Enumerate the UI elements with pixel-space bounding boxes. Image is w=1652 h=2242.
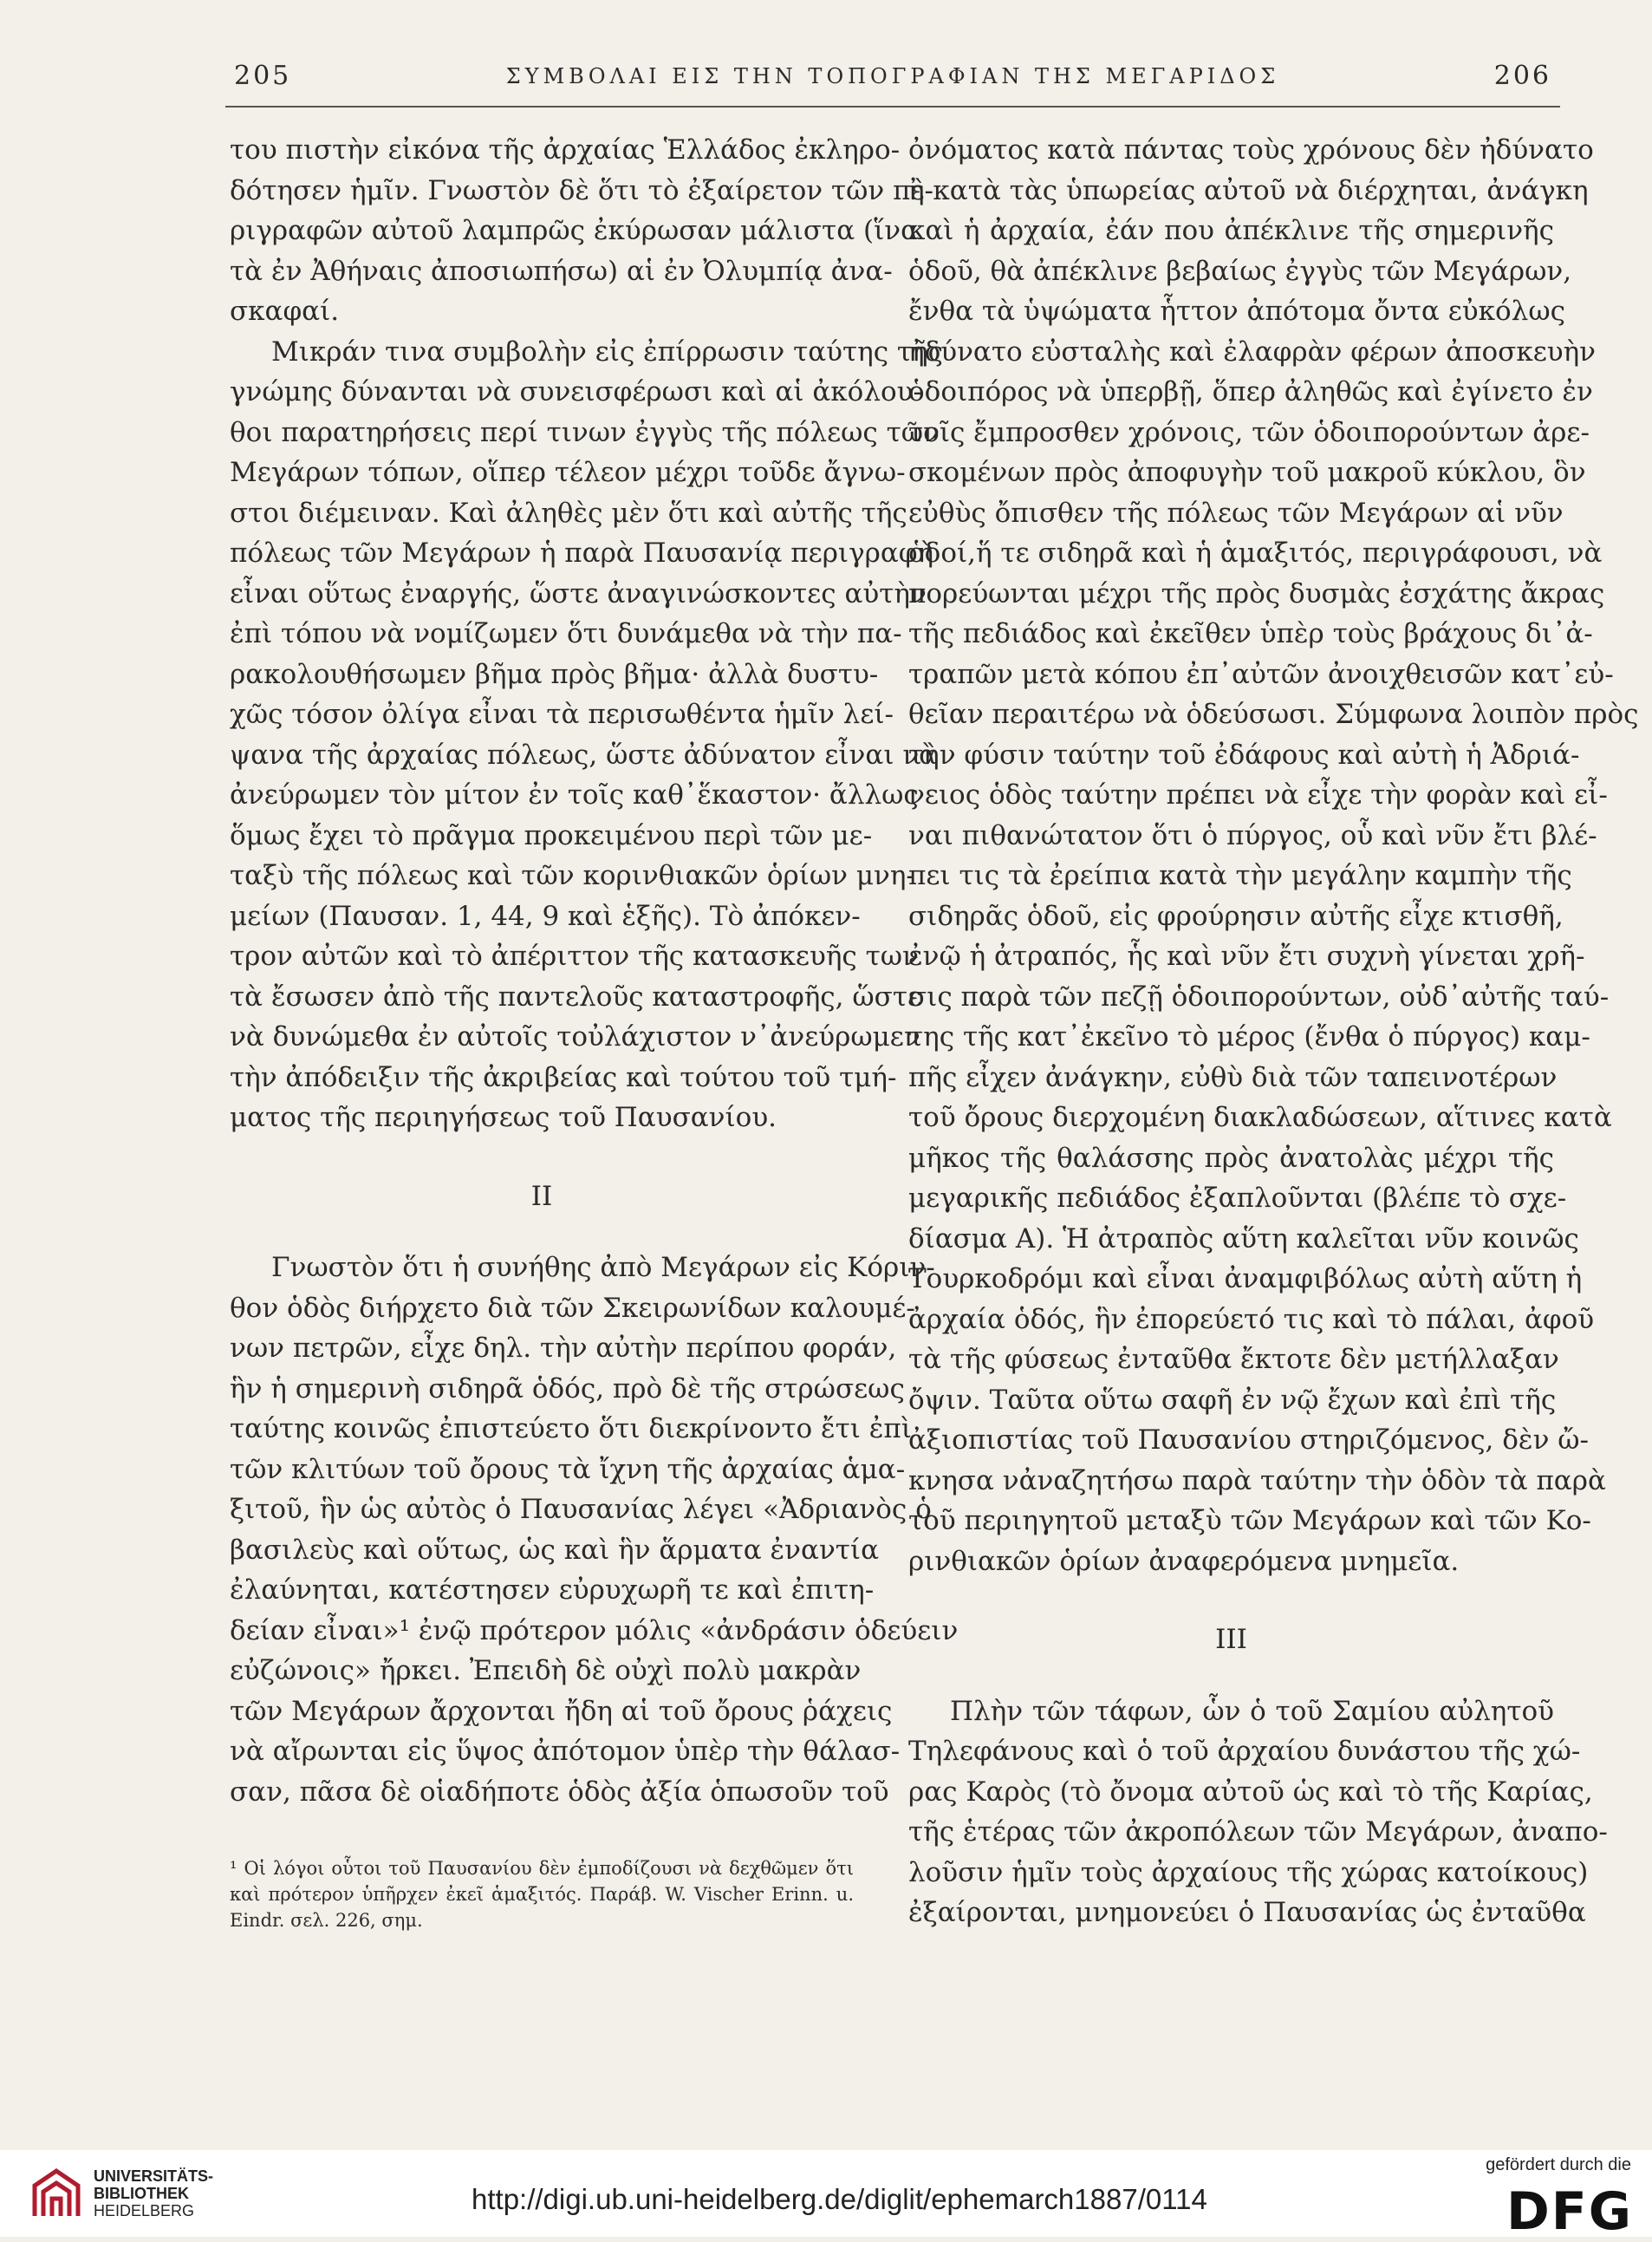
text-line: ὀνόματος κατὰ πάντας τοὺς χρόνους δὲν ἠδύνατο (908, 134, 1594, 166)
text-line: ἣν ἡ σημερινὴ σιδηρᾶ ὁδός, πρὸ δὲ τῆς στρώσεως (230, 1372, 905, 1405)
text-line: μείων (Παυσαν. 1, 44, 9 καὶ ἑξῆς). Τὸ ἀπόκεν- (230, 900, 861, 932)
text-line: θον ὁδὸς διήρχετο διὰ τῶν Σκειρωνίδων καλουμέ- (230, 1292, 915, 1324)
text-line: ἐπὶ τόπου νὰ νομίζωμεν ὅτι δυνάμεθα νὰ τὴν πα- (230, 618, 902, 649)
running-header (234, 61, 1551, 95)
text-line: νων πετρῶν, εἶχε δηλ. τὴν αὐτὴν περίπου φοράν, (230, 1333, 897, 1364)
text-line: ματος τῆς περιηγήσεως τοῦ Παυσανίου. (230, 1102, 777, 1133)
text-line: ἠδύνατο εὐσταλὴς καὶ ἐλαφρὰν φέρων ἀποσκευὴν (908, 336, 1597, 368)
library-name-line-1: UNIVERSITÄTS- (94, 2167, 214, 2185)
running-title: ΣΥΜΒΟΛΑΙ ΕΙΣ ΤΗΝ ΤΟΠΟΓΡΑΦΙΑΝ ΤΗΣ ΜΕΓΑΡΙΔΟΣ (505, 64, 1280, 88)
section-heading-iii: III (1215, 1624, 1247, 1655)
text-line: τοῦ ὄρους διερχομένη διακλαδώσεων, αἵτινες κατὰ (908, 1102, 1612, 1133)
text-line: Μεγάρων τόπων, οἵπερ τέλεον μέχρι τοῦδε ἄγνω- (230, 457, 906, 488)
library-name (94, 2167, 213, 2219)
text-line: τῆς ἑτέρας τῶν ἀκροπόλεων τῶν Μεγάρων, ἀναπο- (908, 1816, 1608, 1848)
text-line: σκαφαί. (230, 296, 340, 327)
text-line: μῆκος τῆς θαλάσσης πρὸς ἀνατολὰς μέχρι τῆς (908, 1142, 1554, 1174)
text-line: ρακολουθήσωμεν βῆμα πρὸς βῆμα· ἀλλὰ δυστυ- (230, 658, 879, 690)
text-line: ριγραφῶν αὐτοῦ λαμπρῶς ἐκύρωσαν μάλιστα (ἵνα (230, 215, 920, 246)
text-line: τὴν φύσιν ταύτην τοῦ ἐδάφους καὶ αὐτὴ ἡ Ἀδριά- (908, 739, 1580, 771)
header-rule (225, 106, 1560, 108)
text-line: εἶναι οὕτως ἐναργής, ὥστε ἀναγινώσκοντες αὐτὴν (230, 577, 927, 609)
text-line: στοι διέμειναν. Καὶ ἀληθὲς μὲν ὅτι καὶ αὐτῆς τῆς (230, 497, 907, 529)
text-line: τῆς πεδιάδος καὶ ἐκεῖθεν ὑπὲρ τοὺς βράχους δι᾽ἀ- (908, 618, 1593, 649)
funding-caption: gefördert durch die (1486, 2155, 1631, 2174)
text-line: τρον αὐτῶν καὶ τὸ ἀπέριττον τῆς κατασκευῆς των (230, 941, 919, 972)
text-line: σκομένων πρὸς ἀποφυγὴν τοῦ μακροῦ κύκλου, ὃν (908, 457, 1586, 488)
text-line: εὐθὺς ὄπισθεν τῆς πόλεως τῶν Μεγάρων αἱ νῦν (908, 497, 1564, 529)
text-line: πόλεως τῶν Μεγάρων ἡ παρὰ Παυσανίᾳ περιγραφὴ (230, 538, 934, 569)
text-line: νειος ὁδὸς ταύτην πρέπει νὰ εἶχε τὴν φορὰν καὶ εἶ- (908, 779, 1608, 811)
text-line: κνησα νἀναζητήσω παρὰ ταύτην τὴν ὁδὸν τὰ παρὰ (908, 1464, 1606, 1496)
text-line: ρινθιακῶν ὁρίων ἀναφερόμενα μνημεῖα. (908, 1545, 1460, 1577)
left-column (230, 130, 959, 1933)
page-number-right: 206 (1493, 61, 1551, 91)
text-line: της τῆς κατ᾽ἐκεῖνο τὸ μέρος (ἔνθα ὁ πύργος) καμ- (908, 1021, 1590, 1053)
text-line: ταύτης κοινῶς ἐπιστεύετο ὅτι διεκρίνοντο ἔτι ἐπὶ (230, 1413, 912, 1444)
library-name-line-2: BIBLIOTHEK (94, 2185, 189, 2202)
text-line: ξιτοῦ, ἣν ὡς αὐτὸς ὁ Παυσανίας λέγει «Ἀδριανὸς ὁ (230, 1494, 932, 1525)
text-line: νὰ δυνώμεθα ἐν αὐτοῖς τοὐλάχιστον ν᾽ἀνεύρωμεν (230, 1021, 920, 1053)
text-line: ἔνθα τὰ ὑψώματα ἧττον ἀπότομα ὄντα εὐκόλως (908, 296, 1565, 327)
text-line: ἐξαίρονται, μνημονεύει ὁ Παυσανίας ὡς ἐνταῦθα (908, 1897, 1586, 1928)
text-line: δότησεν ἡμῖν. Γνωστὸν δὲ ὅτι τὸ ἐξαίρετον τῶν πε- (230, 174, 933, 206)
text-line: Τηλεφάνους καὶ ὁ τοῦ ἀρχαίου δυνάστου τῆς χώ- (908, 1736, 1581, 1767)
text-line: πει τις τὰ ἐρείπια κατὰ τὴν μεγάλην καμπὴν τῆς (908, 860, 1572, 891)
text-line: τὰ ἐν Ἀθήναις ἀποσιωπήσω) αἱ ἐν Ὀλυμπίᾳ ἀνα- (230, 255, 893, 287)
library-name-line-3: HEIDELBERG (94, 2202, 195, 2219)
text-line: θεῖαν περαιτέρω νὰ ὁδεύσωσι. Σύμφωνα λοιπὸν πρὸς (908, 699, 1639, 730)
text-line: ναι πιθανώτατον ὅτι ὁ πύργος, οὗ καὶ νῦν ἔτι βλέ- (908, 819, 1597, 851)
university-library-logo-icon (26, 2164, 87, 2225)
text-line: σις παρὰ τῶν πεζῇ ὁδοιπορούντων, οὐδ᾽αὐτῆς ταύ- (908, 981, 1610, 1013)
text-line: μεγαρικῆς πεδιάδος ἐξαπλοῦνται (βλέπε τὸ σχε- (908, 1183, 1567, 1214)
text-line: σαν, πᾶσα δὲ οἱαδήποτε ὁδὸς ἀξία ὁπωσοῦν τοῦ (230, 1776, 889, 1808)
footnote (230, 1855, 854, 1933)
text-line: ὅμως ἔχει τὸ πρᾶγμα προκειμένου περὶ τῶν με- (230, 819, 873, 851)
text-line: γνώμης δύνανται νὰ συνεισφέρωσι καὶ αἱ ἀκόλου- (230, 376, 922, 407)
text-line: ρας Καρὸς (τὸ ὄνομα αὐτοῦ ὡς καὶ τὸ τῆς Καρίας, (908, 1776, 1593, 1808)
text-line: τῶν κλιτύων τοῦ ὄρους τὰ ἴχνη τῆς ἀρχαίας ἁμα- (230, 1453, 906, 1485)
text-line: χῶς τόσον ὀλίγα εἶναι τὰ περισωθέντα ἡμῖν λεί- (230, 699, 894, 730)
text-line: λοῦσιν ἡμῖν τοὺς ἀρχαίους τῆς χώρας κατοίκους) (908, 1856, 1589, 1888)
text-line: ψανα τῆς ἀρχαίας πόλεως, ὥστε ἀδύνατον εἶναι νὰ (230, 739, 938, 771)
text-line: τῶν Μεγάρων ἄρχονται ἤδη αἱ τοῦ ὄρους ῥάχεις (230, 1695, 893, 1727)
text-line: Πλὴν τῶν τάφων, ὧν ὁ τοῦ Σαμίου αὐλητοῦ (950, 1695, 1554, 1727)
footnote-line: ¹ Οἱ λόγοι οὗτοι τοῦ Παυσανίου δὲν ἐμποδίζουσι νὰ δεχθῶμεν ὅτι (230, 1858, 854, 1879)
right-column (908, 130, 1639, 1933)
text-line: ἐνῷ ἡ ἀτραπός, ἧς καὶ νῦν ἔτι συχνὴ γίνεται χρῆ- (908, 941, 1585, 972)
section-heading-ii: II (530, 1180, 553, 1212)
text-line: τὴν ἀπόδειξιν τῆς ἀκριβείας καὶ τούτου τοῦ τμή- (230, 1061, 897, 1093)
dfg-logo: DFG (1506, 2181, 1633, 2242)
text-line: πῆς εἶχεν ἀνάγκην, εὐθὺ διὰ τῶν ταπεινοτέρων (908, 1061, 1558, 1093)
text-line: σιδηρᾶς ὁδοῦ, εἰς φρούρησιν αὐτῆς εἶχε κτισθῆ, (908, 900, 1564, 932)
text-line: ὁδοί,ἥ τε σιδηρᾶ καὶ ἡ ἁμαξιτός, περιγράφουσι, νὰ (908, 538, 1603, 569)
text-line: τοῦ περιηγητοῦ μεταξὺ τῶν Μεγάρων καὶ τῶν Κο- (908, 1505, 1591, 1536)
text-line: νὰ αἴρωνται εἰς ὕψος ἀπότομον ὑπὲρ τὴν θάλασ- (230, 1736, 901, 1767)
page-number-left: 205 (234, 61, 292, 91)
text-line: καὶ ἡ ἀρχαία, ἐάν που ἀπέκλινε τῆς σημερινῆς (908, 215, 1554, 246)
text-line: τὰ τῆς φύσεως ἐνταῦθα ἔκτοτε δὲν μετήλλαξαν (908, 1344, 1559, 1375)
text-line: ὁδοῦ, θὰ ἀπέκλινε βεβαίως ἐγγὺς τῶν Μεγάρων, (908, 255, 1572, 287)
text-line: εὐζώνοις» ἤρκει. Ἐπειδὴ δὲ οὐχὶ πολὺ μακρὰν (230, 1655, 862, 1686)
permalink-url[interactable]: http://digi.ub.uni-heidelberg.de/diglit/ephemarch1887/0114 (472, 2183, 1207, 2215)
text-line: ὄψιν. Ταῦτα οὕτω σαφῆ ἐν νῷ ἔχων καὶ ἐπὶ τῆς (908, 1384, 1557, 1416)
text-line: τοῖς ἔμπροσθεν χρόνοις, τῶν ὁδοιπορούντων ἀρε- (908, 416, 1590, 448)
text-line: Γνωστὸν ὅτι ἡ συνήθης ἀπὸ Μεγάρων εἰς Κόριν- (271, 1252, 935, 1283)
text-line: ὁδοιπόρος νὰ ὑπερβῇ, ὅπερ ἀληθῶς καὶ ἐγίνετο ἐν (908, 376, 1593, 407)
text-line: ἀρχαία ὁδός, ἣν ἐπορεύετό τις καὶ τὸ πάλαι, ἀφοῦ (908, 1303, 1595, 1335)
text-line: ταξὺ τῆς πόλεως καὶ τῶν κορινθιακῶν ὁρίων μνη- (230, 860, 915, 891)
text-line: πορεύωνται μέχρι τῆς πρὸς δυσμὰς ἐσχάτης ἄκρας (908, 577, 1605, 609)
footnote-line: Eindr. σελ. 226, σημ. (230, 1910, 423, 1931)
text-line: τὰ ἔσωσεν ἀπὸ τῆς παντελοῦς καταστροφῆς, ὥστε (230, 981, 922, 1013)
footer-bar (0, 2150, 1652, 2242)
text-line: ἀνεύρωμεν τὸν μίτον ἐν τοῖς καθ᾽ἕκαστον· ἄλλως (230, 779, 919, 811)
text-line: ἢ κατὰ τὰς ὑπωρείας αὐτοῦ νὰ διέρχηται, ἀνάγκη (908, 174, 1589, 206)
text-line: του πιστὴν εἰκόνα τῆς ἀρχαίας Ἑλλάδος ἐκληρο- (230, 134, 901, 166)
text-line: βασιλεὺς καὶ οὕτως, ὡς καὶ ἣν ἅρματα ἐναντία (230, 1534, 880, 1566)
footnote-line: καὶ πρότερον ὑπῆρχεν ἐκεῖ ἁμαξιτός. Παράβ. W. Vischer Erinn. u. (230, 1884, 854, 1905)
text-line: δίασμα Α). Ἡ ἀτραπὸς αὕτη καλεῖται νῦν κοινῶς (908, 1222, 1579, 1255)
text-line: θοι παρατηρήσεις περί τινων ἐγγὺς τῆς πόλεως τῶν (230, 416, 940, 448)
text-line: ἀξιοπιστίας τοῦ Παυσανίου στηριζόμενος, δὲν ὤ- (908, 1424, 1590, 1456)
text-line: Μικράν τινα συμβολὴν εἰς ἐπίρρωσιν ταύτης τῆς (271, 336, 944, 368)
text-line: ἐλαύνηται, κατέστησεν εὐρυχωρῆ τε καὶ ἐπιτη- (230, 1574, 875, 1606)
text-line: τραπῶν μετὰ κόπου ἐπ᾽αὐτῶν ἀνοιχθεισῶν κατ᾽εὐ- (908, 658, 1614, 690)
text-line: δείαν εἶναι»¹ ἐνῷ πρότερον μόλις «ἀνδράσιν ὁδεύειν (230, 1614, 959, 1646)
text-line: Τουρκοδρόμι καὶ εἶναι ἀναμφιβόλως αὐτὴ αὕτη ἡ (908, 1263, 1583, 1294)
